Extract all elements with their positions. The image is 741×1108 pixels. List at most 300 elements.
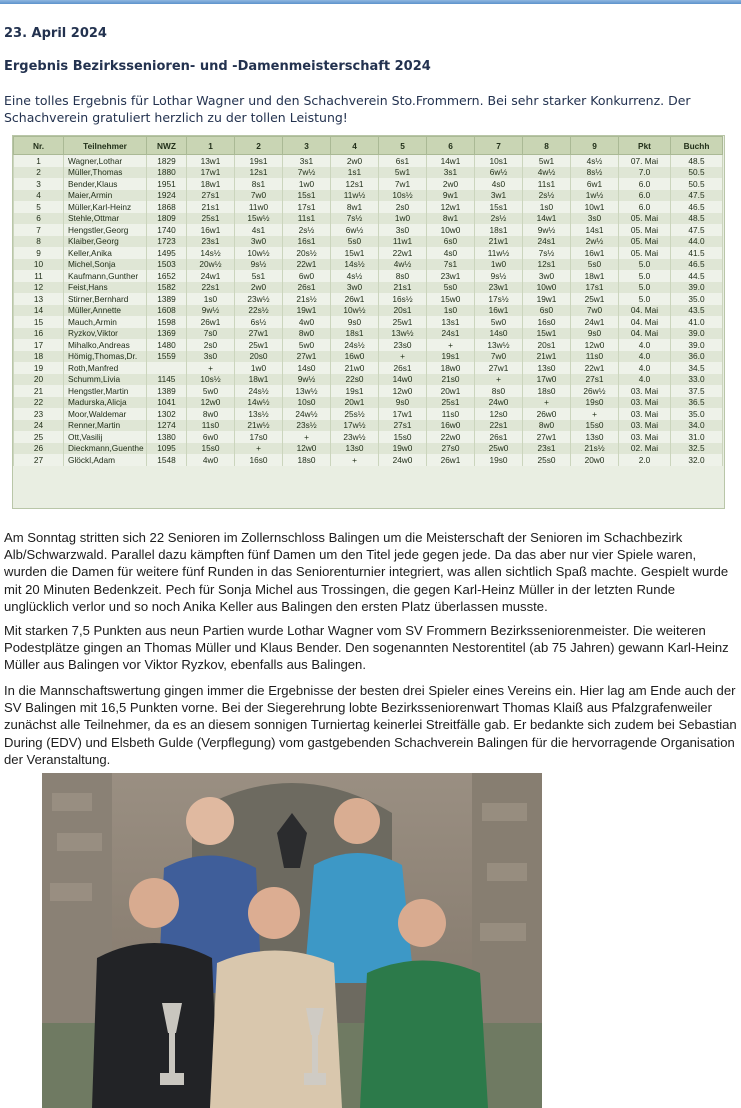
table-cell: 20s1 [379,305,427,317]
table-cell: 16s0 [523,316,571,328]
table-cell: Mihalko,Andreas [64,339,147,351]
table-cell: 8w1 [427,213,475,225]
table-cell: 17s1 [571,282,619,294]
table-cell: 1145 [147,374,187,386]
column-header: 4 [331,137,379,155]
table-cell: Madurska,Alicja [64,397,147,409]
table-cell: 1 [14,155,64,167]
table-cell: 19s1 [235,155,283,167]
table-cell: 1389 [147,385,187,397]
table-cell: 1w0 [235,362,283,374]
table-row [14,167,723,179]
table-row [14,247,723,259]
table-cell: 1s1 [331,167,379,179]
table-cell: 1582 [147,282,187,294]
table-cell: 21w½ [235,420,283,432]
table-cell: 23s1 [187,236,235,248]
table-cell: 13s0 [571,431,619,443]
table-cell: 14w1 [427,155,475,167]
table-cell: 8s1 [235,178,283,190]
table-cell: 1559 [147,351,187,363]
table-cell: 13s½ [235,408,283,420]
table-cell: 22s½ [235,305,283,317]
table-cell: 5w1 [379,167,427,179]
table-cell: 1924 [147,190,187,202]
table-cell: 7.0 [619,167,671,179]
table-cell: 9s½ [235,259,283,271]
table-cell: 2s½ [523,190,571,202]
table-cell: 15s0 [571,420,619,432]
table-cell: 16w1 [475,305,523,317]
group-photo [42,773,542,1108]
table-cell: 34.5 [671,362,723,374]
table-row [14,236,723,248]
table-cell: 26w0 [523,408,571,420]
table-cell: 12s1 [235,167,283,179]
table-cell: 5s0 [331,236,379,248]
table-cell: 4s½ [331,270,379,282]
table-cell: 8s0 [379,270,427,282]
article-paragraph-2: Mit starken 7,5 Punkten aus neun Partien wurde Lothar Wagner vom SV Frommern Bezirksseniorenmeister. Die weiteren Podestplätze gingen an Thomas Müller und Klaus Bender. Den sogenannten Nestorentitel (ab 75 Jahren) gewann Karl-Heinz Müller aus Balingen vor Viktor Ryzkov, ebenfalls aus Balingen. [4,623,729,673]
column-header: 8 [523,137,571,155]
column-header: 7 [475,137,523,155]
table-cell: 5.0 [619,282,671,294]
table-cell: 3s0 [571,213,619,225]
table-cell: 12w0 [571,339,619,351]
table-cell: 21w1 [475,236,523,248]
table-cell: 1302 [147,408,187,420]
table-cell: 44.5 [671,270,723,282]
table-cell: Schumm,Livia [64,374,147,386]
table-cell: Michel,Sonja [64,259,147,271]
table-cell: 19s0 [475,454,523,466]
table-cell: 1503 [147,259,187,271]
table-cell: 1s0 [523,201,571,213]
table-cell: 10 [14,259,64,271]
table-cell: 26w1 [331,293,379,305]
table-cell: 4.0 [619,362,671,374]
table-cell: 1723 [147,236,187,248]
table-cell: 7s½ [523,247,571,259]
table-cell: 11s0 [571,351,619,363]
table-cell: 1095 [147,443,187,455]
table-cell: Hengstler,Martin [64,385,147,397]
table-cell: Glöckl,Adam [64,454,147,466]
table-cell: 17w0 [523,374,571,386]
table-cell: 1w0 [379,213,427,225]
table-cell: 1369 [147,328,187,340]
table-cell: 15w½ [235,213,283,225]
table-cell: 4 [14,190,64,202]
table-cell: + [283,431,331,443]
table-cell: 25s0 [523,454,571,466]
table-cell: 26s1 [379,362,427,374]
table-cell: 7w0 [475,351,523,363]
table-cell: 10w0 [427,224,475,236]
table-cell: 4w½ [379,259,427,271]
table-cell: 19w1 [283,305,331,317]
table-cell: Müller,Karl-Heinz [64,201,147,213]
table-cell: 37.5 [671,385,723,397]
table-cell: 26 [14,443,64,455]
table-cell: 13s0 [331,443,379,455]
table-cell: 25s½ [331,408,379,420]
table-cell: 16s1 [283,236,331,248]
table-cell: 20s1 [523,339,571,351]
column-header: Pkt [619,137,671,155]
table-cell: 1548 [147,454,187,466]
table-cell: 05. Mai [619,213,671,225]
table-cell: 5s0 [427,282,475,294]
table-cell: 18w1 [187,178,235,190]
column-header: 3 [283,137,331,155]
table-cell: 11 [14,270,64,282]
table-cell: 23w½ [331,431,379,443]
table-cell: 14s1 [571,224,619,236]
table-cell: 6w0 [187,431,235,443]
table-cell: 17s½ [475,293,523,305]
table-cell: 23s1 [523,443,571,455]
table-cell: 6s0 [427,236,475,248]
table-cell: 18s1 [331,328,379,340]
table-cell: 19w0 [379,443,427,455]
table-cell: 46.5 [671,259,723,271]
table-cell: 26s1 [475,431,523,443]
table-cell: 10w½ [331,305,379,317]
table-row [14,443,723,455]
table-cell: + [571,408,619,420]
table-cell: 18w1 [235,374,283,386]
table-cell: 16s0 [235,454,283,466]
table-cell: 12w1 [427,201,475,213]
table-cell: 32.0 [671,454,723,466]
table-cell: 02. Mai [619,443,671,455]
table-cell: 2w0 [427,178,475,190]
table-cell: 15s0 [379,431,427,443]
table-cell: 48.5 [671,213,723,225]
table-cell: 1740 [147,224,187,236]
table-cell: + [475,374,523,386]
table-cell: 33.0 [671,374,723,386]
table-cell: 4w0 [187,454,235,466]
table-cell: 16s½ [379,293,427,305]
table-cell: 11s1 [523,178,571,190]
table-cell: 20 [14,374,64,386]
table-cell: Kaufmann,Gunther [64,270,147,282]
table-cell: 8w0 [523,420,571,432]
table-cell: 03. Mai [619,397,671,409]
table-cell: 39.0 [671,282,723,294]
table-cell: 8s½ [571,167,619,179]
table-cell: 5 [14,201,64,213]
table-cell: 5.0 [619,293,671,305]
table-cell: 8w0 [187,408,235,420]
table-cell: 14s0 [283,362,331,374]
table-cell: 16 [14,328,64,340]
table-cell: 13 [14,293,64,305]
table-row [14,431,723,443]
table-cell: 8s0 [475,385,523,397]
table-cell: Ott,Vasilij [64,431,147,443]
table-cell: 18w0 [427,362,475,374]
table-cell: 6w½ [331,224,379,236]
table-cell: 26w1 [187,316,235,328]
table-cell: + [379,351,427,363]
table-cell: 1w0 [475,259,523,271]
table-cell: 7s½ [331,213,379,225]
column-header: NWZ [147,137,187,155]
table-cell: 16w0 [331,351,379,363]
table-cell: Roth,Manfred [64,362,147,374]
table-cell: 23 [14,408,64,420]
table-cell: 12w0 [283,443,331,455]
table-cell: 4.0 [619,374,671,386]
table-cell: 7w1 [379,178,427,190]
table-cell: 19 [14,362,64,374]
table-cell: 12w0 [379,385,427,397]
table-cell: 10w0 [523,282,571,294]
table-cell: 47.5 [671,224,723,236]
table-cell: 17s0 [235,431,283,443]
table-cell: 18s0 [283,454,331,466]
table-cell: 27 [14,454,64,466]
table-cell: 3w0 [331,282,379,294]
table-cell: 7w0 [571,305,619,317]
table-cell: 10w1 [571,201,619,213]
table-cell: 4w0 [283,316,331,328]
table-cell: 03. Mai [619,431,671,443]
table-cell: 15s0 [187,443,235,455]
table-cell: 27w1 [283,351,331,363]
table-cell: 2s0 [379,201,427,213]
column-header: 9 [571,137,619,155]
results-table-image [12,135,725,509]
table-cell: 03. Mai [619,408,671,420]
table-cell: 39.0 [671,328,723,340]
table-cell: 22s1 [187,282,235,294]
table-cell: 5w0 [283,339,331,351]
table-row [14,397,723,409]
table-cell: 24s1 [427,328,475,340]
table-cell: Klaiber,Georg [64,236,147,248]
table-cell: 2 [14,167,64,179]
table-cell: 27s1 [379,420,427,432]
table-cell: 20s½ [283,247,331,259]
table-cell: 21w0 [331,362,379,374]
table-cell: 1s0 [427,305,475,317]
table-cell: 21w1 [523,351,571,363]
table-cell: 2.0 [619,454,671,466]
table-row [14,305,723,317]
table-cell: 25w1 [379,316,427,328]
table-cell: 23w½ [235,293,283,305]
table-cell: Hömig,Thomas,Dr. [64,351,147,363]
table-cell: 1w0 [283,178,331,190]
table-cell: 1480 [147,339,187,351]
table-cell: 4s0 [427,247,475,259]
table-cell: 07. Mai [619,155,671,167]
table-row [14,454,723,466]
table-cell: 15s1 [283,190,331,202]
table-cell: 3s0 [187,351,235,363]
table-cell: 5s1 [235,270,283,282]
table-cell: 25s1 [187,213,235,225]
table-cell: 11w0 [235,201,283,213]
table-cell: 18 [14,351,64,363]
table-cell [147,362,187,374]
table-cell: 41.5 [671,247,723,259]
article-title: Ergebnis Bezirkssenioren- und -Damenmeisterschaft 2024 [4,59,431,74]
table-cell: 4s1 [235,224,283,236]
table-cell: 9s½ [475,270,523,282]
table-cell: 1809 [147,213,187,225]
table-cell: 11s0 [187,420,235,432]
table-cell: 23w1 [475,282,523,294]
table-cell: 7w0 [235,190,283,202]
table-cell: 04. Mai [619,328,671,340]
table-cell: + [235,443,283,455]
table-cell: 19w1 [523,293,571,305]
table-row [14,178,723,190]
table-cell: 1951 [147,178,187,190]
table-cell: 24w1 [187,270,235,282]
table-cell: 3s0 [379,224,427,236]
table-cell: 14 [14,305,64,317]
table-cell: Dieckmann,Guenthe [64,443,147,455]
table-cell: 3w0 [235,236,283,248]
table-cell: 1495 [147,247,187,259]
table-cell: 05. Mai [619,224,671,236]
table-cell: 5.0 [619,270,671,282]
table-cell: 9s0 [331,316,379,328]
table-cell: 17w1 [187,167,235,179]
table-cell: 6.0 [619,201,671,213]
table-row [14,316,723,328]
article-date: 23. April 2024 [4,26,107,41]
table-cell: 11w½ [331,190,379,202]
table-cell: 13w½ [283,385,331,397]
table-cell: 6.0 [619,190,671,202]
table-cell: 13w1 [187,155,235,167]
table-cell: + [331,454,379,466]
table-cell: 23s½ [283,420,331,432]
table-cell: Stirner,Bernhard [64,293,147,305]
table-cell: 1041 [147,397,187,409]
table-cell: 12 [14,282,64,294]
table-cell: 6w1 [571,178,619,190]
table-cell: 04. Mai [619,305,671,317]
table-cell: 4.0 [619,339,671,351]
table-cell: Hengstler,Georg [64,224,147,236]
table-cell: 24s1 [523,236,571,248]
column-header: Buchh [671,137,723,155]
table-cell: 17 [14,339,64,351]
table-cell: + [187,362,235,374]
table-cell: 22 [14,397,64,409]
table-row [14,339,723,351]
table-cell: 3 [14,178,64,190]
table-cell: 50.5 [671,178,723,190]
table-cell: 24s½ [331,339,379,351]
table-row [14,362,723,374]
table-body [14,155,723,466]
article-paragraph-1: Am Sonntag stritten sich 22 Senioren im Zollernschloss Balingen um die Meisterschaft der Senioren im Schachbezirk Alb/Schwarzwald. Parallel dazu kämpften fünf Damen um den Titel jede gegen jede. Da das aber nur vier Spiele waren, wurden die Damen für weitere fünf Runden in das Seniorenturnier integriert, was allen sichtlich Spaß machte. Gespielt wurde mit 20 Minuten Bedenkzeit. Pech für Sonja Michel aus Trossingen, die gegen Karl-Heinz Müller in der letzten Runde unglücklich verlor und so noch Anika Keller aus Balingen den ersten Platz überlassen musste. [4,530,729,614]
table-row [14,420,723,432]
table-row [14,201,723,213]
table-cell: 22w0 [427,431,475,443]
table-cell: 4s0 [475,178,523,190]
table-cell: 2w½ [571,236,619,248]
table-cell: Moor,Waldemar [64,408,147,420]
table-row [14,328,723,340]
table-cell: 7s1 [427,259,475,271]
table-cell: 27s1 [571,374,619,386]
table-cell: 6s1 [379,155,427,167]
table-cell: 20s0 [235,351,283,363]
table-cell: 13w½ [379,328,427,340]
table-cell: 2w0 [235,282,283,294]
table-cell: 6 [14,213,64,225]
table-cell: 39.0 [671,339,723,351]
table-cell: 46.5 [671,201,723,213]
table-cell: Wagner,Lothar [64,155,147,167]
table-cell: 12s1 [331,178,379,190]
table-cell: 2s0 [187,339,235,351]
table-cell: 21s1 [187,201,235,213]
table-row [14,385,723,397]
table-cell: 3s1 [283,155,331,167]
column-header: 5 [379,137,427,155]
table-cell: + [427,339,475,351]
table-cell: 16w1 [571,247,619,259]
table-cell: 16w0 [427,420,475,432]
table-cell: 7s0 [187,328,235,340]
table-cell: 26w½ [571,385,619,397]
table-cell: 12s1 [523,259,571,271]
table-cell: 14s½ [187,247,235,259]
table-cell: 3w1 [475,190,523,202]
table-cell: 27s0 [427,443,475,455]
column-header: 1 [187,137,235,155]
table-row [14,351,723,363]
table-cell: Müller,Annette [64,305,147,317]
table-cell: 12s0 [475,408,523,420]
table-cell: 25s1 [427,397,475,409]
table-row [14,259,723,271]
table-row [14,293,723,305]
table-cell: 16w1 [187,224,235,236]
table-cell: 36.5 [671,397,723,409]
table-cell: 17w½ [331,420,379,432]
column-header: Teilnehmer [64,137,147,155]
table-row [14,155,723,167]
table-cell: 24s½ [235,385,283,397]
column-header: Nr. [14,137,64,155]
table-cell: 26s1 [283,282,331,294]
table-cell: 12w0 [187,397,235,409]
table-cell: 24w½ [283,408,331,420]
table-cell: 14s½ [331,259,379,271]
table-cell: 8w1 [331,201,379,213]
table-cell: Keller,Anika [64,247,147,259]
table-cell: 15w1 [523,328,571,340]
table-cell: 24w0 [475,397,523,409]
table-cell: 48.5 [671,155,723,167]
table-cell: 10w½ [235,247,283,259]
table-row [14,190,723,202]
table-cell: 11w½ [475,247,523,259]
table-cell: 13s1 [427,316,475,328]
